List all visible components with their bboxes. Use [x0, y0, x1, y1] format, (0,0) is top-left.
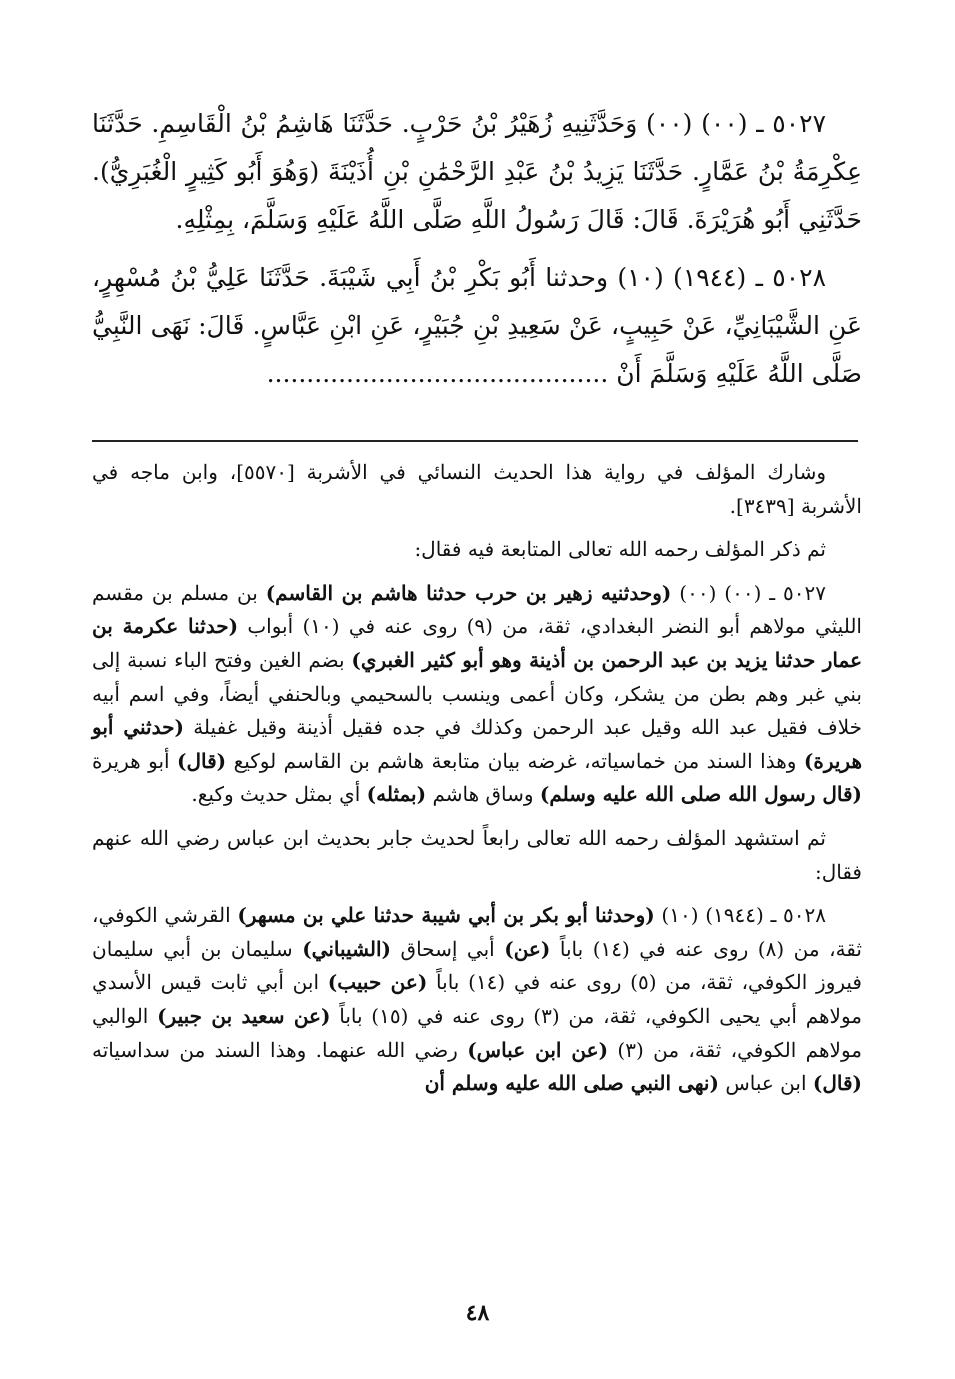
commentary-section: [92, 456, 862, 1111]
hadith-5028: ٥٠٢٨ ـ (١٩٤٤) (١٠) وحدثنا أَبُو بَكْرِ بْنُ أَبِي شَيْبَةَ. حَدَّثَنَا عَلِيُّ بْنُ مُسْهِرٍ، عَنِ الشَّيْبَانِيِّ، عَنْ حَبِيبٍ، عَنْ سَعِيدِ بْنِ جُبَيْرٍ، عَنِ ابْنِ عَبَّاسٍ. قَالَ: نَهَى النَّبِيُّ صَلَّى اللَّهُ عَلَيْهِ وَسَلَّمَ أَنْ ...........................................: [92, 263, 862, 388]
commentary-takhrij: وشارك المؤلف في رواية هذا الحديث النسائي في الأشربة [٥٥٧٠]، وابن ماجه في الأشربة [٣٤٣٩].: [92, 460, 862, 518]
page-number: ٤٨: [465, 1300, 490, 1326]
section-divider: [92, 440, 858, 442]
hadith-5027: ٥٠٢٧ ـ (٠٠) (٠٠) وَحَدَّثَنِيهِ زُهَيْرُ بْنُ حَرْبٍ. حَدَّثَنَا هَاشِمُ بْنُ الْقَاسِمِ. حَدَّثَنَا عِكْرِمَةُ بْنُ عَمَّارٍ. حَدَّثَنَا يَزِيدُ بْنُ عَبْدِ الرَّحْمَٰنِ بْنِ أُذَيْنَةَ (وَهُوَ أَبُو كَثِيرٍ الْغُبَرِيُّ). حَدَّثَنِي أَبُو هُرَيْرَةَ. قَالَ: قَالَ رَسُولُ اللَّهِ صَلَّى اللَّهُ عَلَيْهِ وَسَلَّمَ، بِمِثْلِهِ.: [92, 109, 862, 234]
commentary-5027: ٥٠٢٧ ـ (٠٠) (٠٠) (وحدثنيه زهير بن حرب حدثنا هاشم بن القاسم) بن مسلم بن مقسم الليثي مولاهم أبو النضر البغدادي، ثقة، من (٩) روى عنه في (١٠) أبواب (حدثنا عكرمة بن عمار حدثنا يزيد بن عبد الرحمن بن أذينة وهو أبو كثير الغبري) بضم الغين وفتح الباء نسبة إلى بني غبر وهم بطن من يشكر، وكان أعمى وينسب بالسحيمي وبالحنفي أيضاً، وفي اسم أبيه خلاف فقيل عبد الله وقيل عبد الرحمن وكذلك في جده فقيل أذينة وقيل غفيلة (حدثني أبو هريرة) وهذا السند من خماسياته، غرضه بيان متابعة هاشم بن القاسم لوكيع (قال) أبو هريرة (قال رسول الله صلى الله عليه وسلم) وساق هاشم (بمثله) أي بمثل حديث وكيع.: [92, 580, 862, 807]
commentary-5028: ٥٠٢٨ ـ (١٩٤٤) (١٠) (وحدثنا أبو بكر بن أبي شيبة حدثنا علي بن مسهر) القرشي الكوفي، ثقة، من (٨) روى عنه في (١٤) باباً (عن) أبي إسحاق (الشيباني) سليمان بن أبي سليمان فيروز الكوفي، ثقة، من (٥) روى عنه في (١٤) باباً (عن حبيب) ابن أبي ثابت قيس الأسدي مولاهم أبي يحيى الكوفي، ثقة، من (٣) روى عنه في (١٥) باباً (عن سعيد بن جبير) الوالبي مولاهم الكوفي، ثقة، من (٣) (عن ابن عباس) رضي الله عنهما. وهذا السند من سداسياته (قال) ابن عباس (نهى النبي صلى الله عليه وسلم أن: [92, 903, 863, 1096]
commentary-mutabaa-intro: ثم ذكر المؤلف رحمه الله تعالى المتابعة فيه فقال:: [414, 537, 826, 562]
hadith-text-section: [92, 100, 862, 408]
commentary-shahid-intro: ثم استشهد المؤلف رحمه الله تعالى رابعاً لحديث جابر بحديث ابن عباس رضي الله عنهم فقال:: [92, 825, 862, 884]
